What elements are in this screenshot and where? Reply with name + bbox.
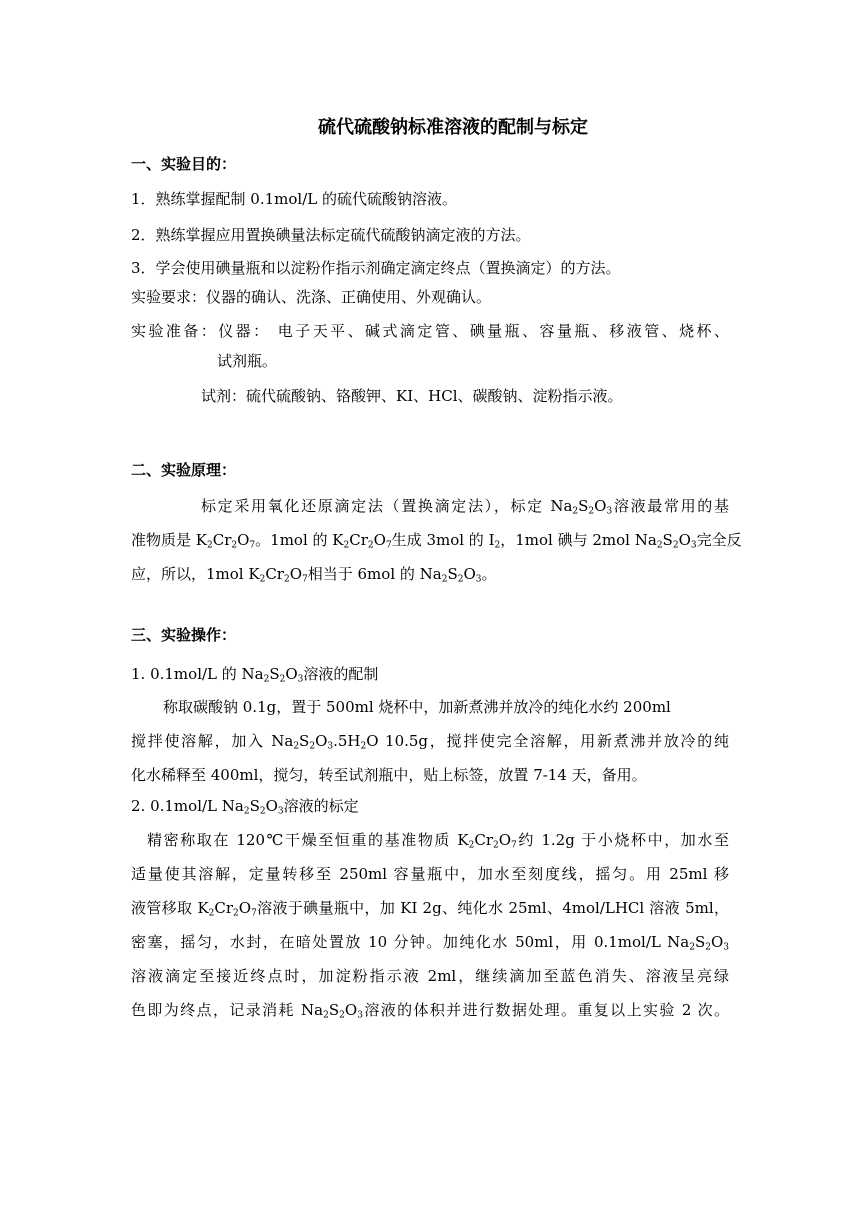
procedure-step-2-line-6: 色即为终点，记录消耗 $Na_2S_2O_3$溶液的体积并进行数据处理。重复以上实验 2 次。 xyxy=(131,1001,729,1021)
procedure-step-2-line-4: 密塞，摇匀，水封，在暗处置放 10 分钟。加纯化水 50ml，用 0.1mol/L $Na_2S_2O_3$ xyxy=(131,933,729,953)
procedure-step-2-title: 2. 0.1mol/L $Na_2S_2O_3$溶液的标定 xyxy=(131,797,359,817)
procedure-step-1-line-3: 化水稀释至 400ml，搅匀，转至试剂瓶中，贴上标签，放置 7-14 天，备用。 xyxy=(131,766,647,784)
procedure-step-2-line-5: 溶液滴定至接近终点时，加淀粉指示液 2ml，继续滴加至蓝色消失、溶液呈亮绿 xyxy=(131,967,729,985)
experiment-preparation-line-2: 试剂瓶。 xyxy=(217,352,278,370)
purpose-item-1: 1．熟练掌握配制 0.1mol/L 的硫代硫酸钠溶液。 xyxy=(131,190,458,208)
purpose-item-3: 3．学会使用碘量瓶和以淀粉作指示剂确定滴定终点（置换滴定）的方法。 xyxy=(131,259,621,277)
experiment-preparation-line-1: 实验准备：仪器： 电子天平、碱式滴定管、碘量瓶、容量瓶、移液管、烧杯、 xyxy=(131,322,729,340)
procedure-step-2-line-3: 液管移取 $K_2Cr_2O_7$溶液于碘量瓶中，加 KI 2g、纯化水 25ml、4mol/LHCl 溶液 5ml， xyxy=(131,899,729,919)
section-heading-procedure: 三、实验操作： xyxy=(131,626,237,644)
document-title: 硫代硫酸钠标准溶液的配制与标定 xyxy=(318,117,588,138)
procedure-step-1-title: 1. 0.1mol/L 的 $Na_2S_2O_3$溶液的配制 xyxy=(131,665,379,685)
purpose-item-2: 2．熟练掌握应用置换碘量法标定硫代硫酸钠滴定液的方法。 xyxy=(131,226,531,244)
procedure-step-2-line-1: 精密称取在 120℃干燥至恒重的基准物质 $K_2Cr_2O_7$约 1.2g 于小烧杯中，加水至 xyxy=(147,831,730,851)
section-heading-purpose: 一、实验目的： xyxy=(131,155,237,173)
principle-line-1: 标定采用氧化还原滴定法（置换滴定法），标定 $Na_2S_2O_3$溶液最常用的基 xyxy=(201,497,729,517)
principle-line-2: 准物质是 $K_2Cr_2O_7$。1mol 的 $K_2Cr_2O_7$生成 3mol 的 $I_2$，1mol 碘与 2mol $Na_2S_2O_3$完全反 xyxy=(131,531,742,551)
procedure-step-2-line-2: 适量使其溶解，定量转移至 250ml 容量瓶中，加水至刻度线，摇匀。用 25ml 移 xyxy=(131,865,729,883)
procedure-step-1-line-1: 称取碳酸钠 0.1g，置于 500ml 烧杯中，加新煮沸并放冷的纯化水约 200ml xyxy=(163,698,671,716)
principle-line-3: 应，所以，1mol $K_2Cr_2O_7$相当于 6mol 的 $Na_2S_2O_3$。 xyxy=(131,565,497,585)
experiment-requirements: 实验要求：仪器的确认、洗涤、正确使用、外观确认。 xyxy=(131,288,492,306)
procedure-step-1-line-2: 搅拌使溶解，加入 $Na_2S_2O_3.5H_2O$ 10.5g，搅拌使完全溶解，用新煮沸并放冷的纯 xyxy=(131,732,729,752)
experiment-reagents: 试剂：硫代硫酸钠、铬酸钾、KI、HCl、碳酸钠、淀粉指示液。 xyxy=(201,387,623,405)
section-heading-principle: 二、实验原理： xyxy=(131,461,237,479)
